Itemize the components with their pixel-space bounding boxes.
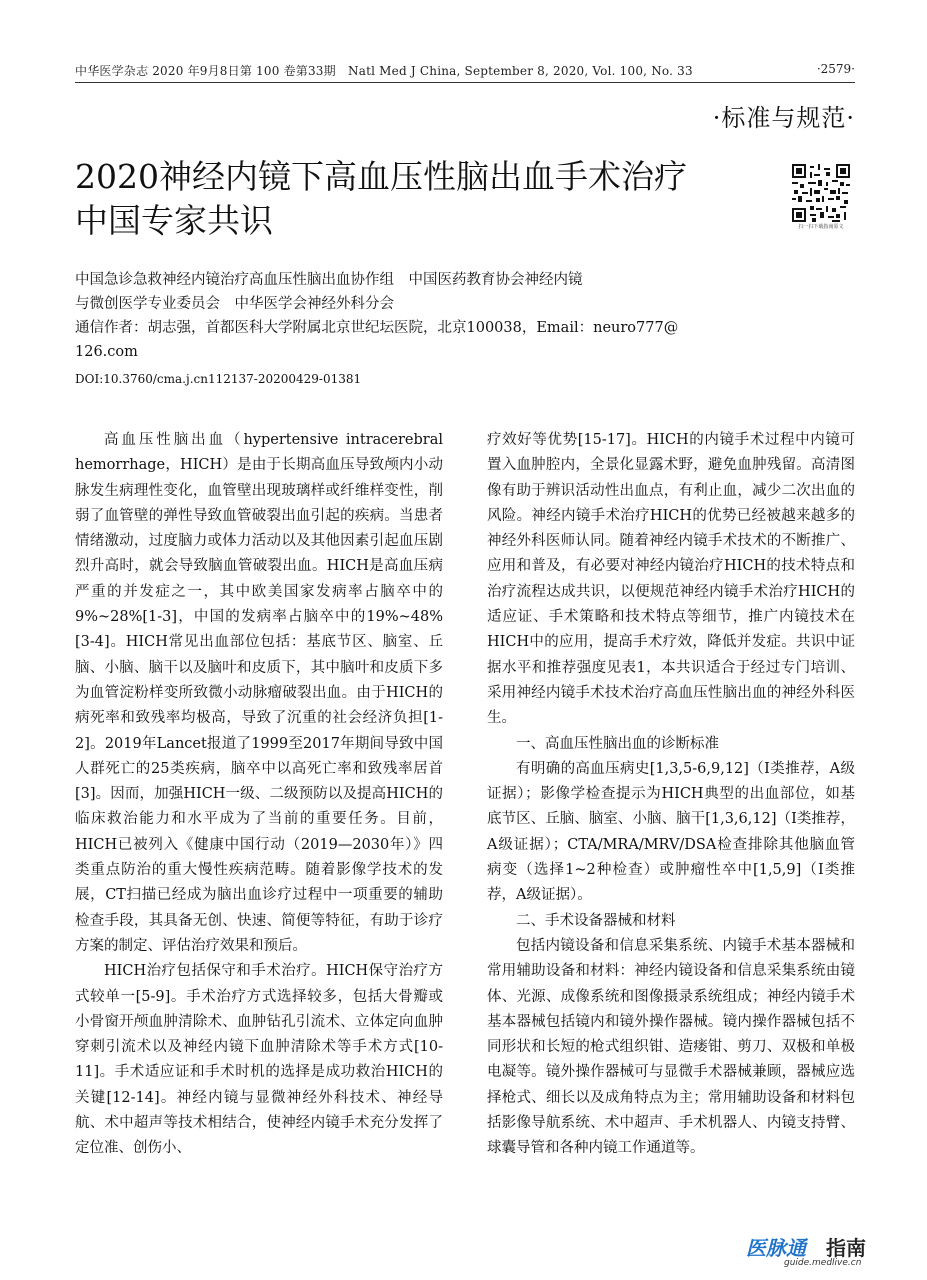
qr-code-icon[interactable] xyxy=(792,164,850,222)
logo-url: guide.medlive.cn xyxy=(784,1258,862,1268)
title-line-1: 2020神经内镜下高血压性脑出血手术治疗 xyxy=(75,157,687,196)
doi[interactable]: DOI:10.3760/cma.j.cn112137-20200429-01381 xyxy=(75,372,362,386)
logo-brand: 医脉通 xyxy=(746,1236,806,1260)
body-paragraph: 有明确的高血压病史[1,3,5-6,9,12]（Ⅰ类推荐，A级证据）；影像学检查提示为HICH典型的出血部位，如基底节区、丘脑、脑室、小脑、脑干[1,3,6,12]（Ⅰ类推荐，A级证据）；CTA/MRA/MRV/DSA检查排除其他脑血管病变（选择1~2种检查）或肿瘤性卒中[1,5,9]（Ⅰ类推荐，A级证据）。 xyxy=(487,760,855,904)
author-affiliations xyxy=(75,268,735,364)
affiliation-line-1: 中国急诊急救神经内镜治疗高血压性脑出血协作组 中国医药教育协会神经内镜 xyxy=(75,272,583,288)
section-tag: ·标准与规范· xyxy=(712,104,855,132)
corresponding-author: 通信作者：胡志强，首都医科大学附属北京世纪坛医院，北京100038，Email：neuro777@ xyxy=(75,320,679,336)
medlive-logo[interactable] xyxy=(746,1232,876,1272)
body-paragraph: 高血压性脑出血（hypertensive intracerebral hemorrhage，HICH）是由于长期高血压导致颅内小动脉发生病理性变化，血管壁出现玻璃样或纤维样变性，削弱了血管壁的弹性导致血管破裂出血引起的疾病。当患者情绪激动，过度脑力或体力活动以及其他因素引起血压剧烈升高时，就会导致脑血管破裂出血。HICH是高血压病严重的并发症之一，其中欧美国家发病率占脑卒中的9%~28%[1-3]，中国的发病率占脑卒中的19%~48%[3-4]。HICH常见出血部位包括：基底节区、脑室、丘脑、小脑、脑干以及脑叶和皮质下，其中脑叶和皮质下多为血管淀粉样变所致微小动脉瘤破裂出血。由于HICH的病死率和致残率均极高，导致了沉重的社会经济负担[1-2]。2019年Lancet报道了1999至2017年期间导致中国人群死亡的25类疾病，脑卒中以高死亡率和致残率居首[3]。因而，加强HICH一级、二级预防以及提高HICH的临床救治能力和水平成为了当前的重要任务。目前，HICH已被列入《健康中国行动（2019—2030年）》四类重点防治的重大慢性疾病范畴。随着影像学技术的发展，CT扫描已经成为脑出血诊疗过程中一项重要的辅助检查手段，其具备无创、快速、简便等特征，有助于诊疗方案的制定、评估治疗效果和预后。 xyxy=(75,432,443,954)
body-paragraph: 包括内镜设备和信息采集系统、内镜手术基本器械和常用辅助设备和材料：神经内镜设备和信息采集系统由镜体、光源、成像系统和图像摄录系统组成；神经内镜手术基本器械包括镜内和镜外操作器械。镜内操作器械包括不同形状和长短的枪式组织钳、造瘘钳、剪刀、双极和单极电凝等。镜外操作器械可与显微手术器械兼顾，器械应选择枪式、细长以及成角特点为主；常用辅助设备和材料包括影像导航系统、术中超声、手术机器人、内镜支持臂、球囊导管和各种内镜工作通道等。 xyxy=(487,937,855,1157)
body-column-left xyxy=(75,428,443,1162)
title-line-2: 中国专家共识 xyxy=(75,201,273,240)
page-number: ·2579· xyxy=(816,62,855,76)
body-paragraph: HICH治疗包括保守和手术治疗。HICH保守治疗方式较单一[5-9]。手术治疗方式选择较多，包括大骨瓣或小骨窗开颅血肿清除术、血肿钻孔引流术、立体定向血肿穿刺引流术以及神经内镜下血肿清除术等手术方式[10-11]。手术适应证和手术时机的选择是成功救治HICH的关键[12-14]。神经内镜与显微神经外科技术、神经导航、术中超声等技术相结合，使神经内镜手术充分发挥了定位准、创伤小、 xyxy=(75,963,443,1157)
article-title xyxy=(75,155,755,243)
affiliation-line-2: 与微创医学专业委员会 中华医学会神经外科分会 xyxy=(75,296,394,312)
logo-suffix: 指南 xyxy=(826,1236,866,1260)
body-column-right xyxy=(487,428,855,1162)
section-heading-equipment: 二、手术设备器械和材料 xyxy=(516,912,676,929)
header-rule xyxy=(75,82,855,83)
qr-caption: 扫一扫下载指南原文 xyxy=(798,224,844,230)
corresponding-author-email-tail: 126.com xyxy=(75,344,138,360)
section-heading-diagnosis: 一、高血压性脑出血的诊断标准 xyxy=(516,735,719,752)
body-paragraph: 疗效好等优势[15-17]。HICH的内镜手术过程中内镜可置入血肿腔内，全景化显露术野，避免血肿残留。高清图像有助于辨识活动性出血点，有利止血，减少二次出血的风险。神经内镜手术治疗HICH的优势已经被越来越多的神经外科医师认同。随着神经内镜手术技术的不断推广、应用和普及，有必要对神经内镜治疗HICH的技术特点和治疗流程达成共识，以便规范神经内镜手术治疗HICH的适应证、手术策略和技术特点等细节，推广内镜技术在HICH中的应用，提高手术疗效，降低并发症。共识中证据水平和推荐强度见表1，本共识适合于经过专门培训、采用神经内镜手术技术治疗高血压性脑出血的神经外科医生。 xyxy=(487,432,855,727)
running-head: 中华医学杂志 2020 年9月8日第 100 卷第33期 Natl Med J China, September 8, 2020, Vol. 100, No. 33 xyxy=(75,64,693,78)
